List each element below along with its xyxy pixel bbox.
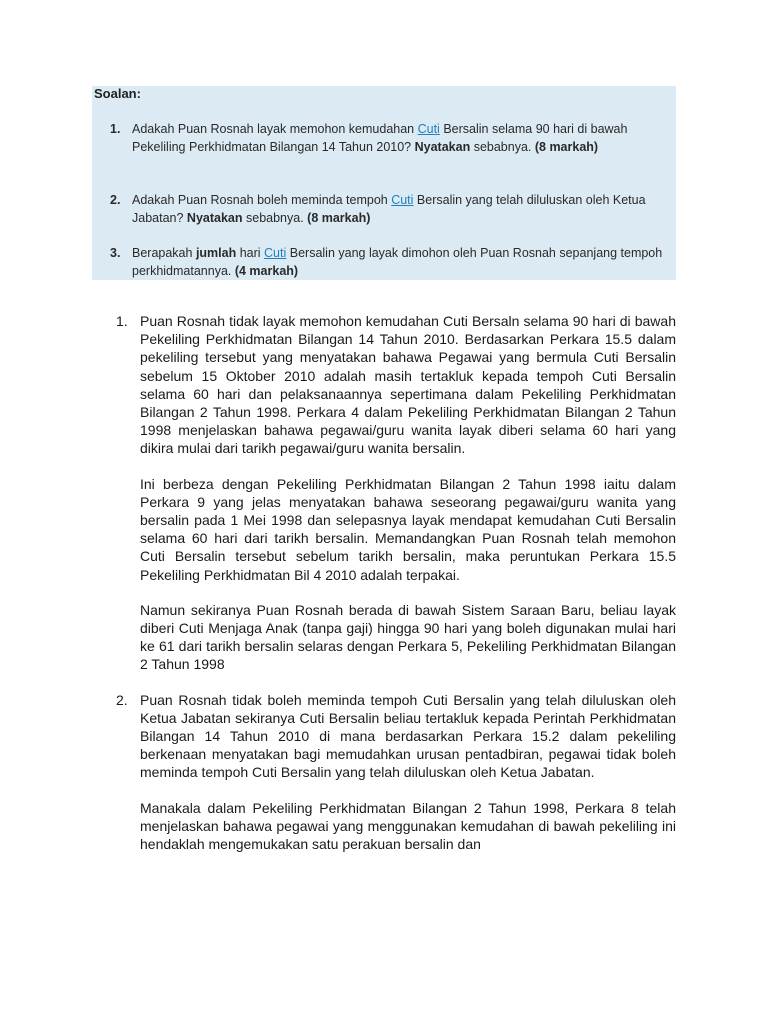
cuti-link[interactable]: Cuti bbox=[417, 122, 440, 136]
question-text: Adakah Puan Rosnah layak memohon kemudahan bbox=[132, 122, 418, 136]
answers bbox=[116, 312, 676, 853]
question-number: 3. bbox=[110, 246, 121, 260]
question-text: Bersalin yang layak dimohon oleh Puan Rosnah sepanjang tempoh perkhidmatannya. bbox=[132, 246, 663, 278]
answer-paragraph: Puan Rosnah tidak boleh meminda tempoh Cuti Bersalin yang telah diluluskan oleh Ketua Jabatan sekiranya Cuti Bersalin beliau tertakluk kepada Perintah Perkhidmatan Bilangan 14 Tahun 2010 di mana berdasarkan Perkara 15.2 dalam pekeliling berkenaan menyatakan bagi memudahkan urusan pentadbiran, pegawai tidak boleh meminda tempoh Cuti Bersalin yang telah diluluskan oleh Ketua Jabatan. bbox=[140, 691, 676, 781]
answer-paragraph: Manakala dalam Pekeliling Perkhidmatan Bilangan 2 Tahun 1998, Perkara 8 telah menjelaskan bahawa pegawai yang menggunakan kemudahan di bawah pekeliling ini hendaklah mengemukakan satu perakuan bersalin dan bbox=[140, 799, 676, 853]
answer-paragraph: Ini berbeza dengan Pekeliling Perkhidmatan Bilangan 2 Tahun 1998 iaitu dalam Perkara 9 yang jelas menyatakan bahawa seseorang pegawai/guru wanita yang bersalin pada 1 Mei 1998 dan selepasnya layak mendapat kemudahan Cuti Bersalin selama 60 hari dari tarikh bersalin. Memandangkan Puan Rosnah telah memohon Cuti Bersalin tersebut sebelum tarikh bersalin, maka peruntukan Perkara 15.5 Pekeliling Perkhidmatan Bil 4 2010 adalah terpakai. bbox=[140, 475, 676, 583]
question-marks: (8 markah) bbox=[307, 211, 371, 225]
answer-number: 1. bbox=[116, 313, 128, 329]
question-2 bbox=[110, 191, 672, 227]
answer-paragraph: Namun sekiranya Puan Rosnah berada di bawah Sistem Saraan Baru, beliau layak diberi Cuti Menjaga Anak (tanpa gaji) hingga 90 hari yang boleh digunakan mulai hari ke 61 dari tarikh bersalin selaras dengan Perkara 5, Pekeliling Perkhidmatan Bilangan 2 Tahun 1998 bbox=[140, 601, 676, 673]
question-text: Bersalin yang telah diluluskan oleh Ketua Jabatan? bbox=[132, 193, 646, 225]
answer-number: 2. bbox=[116, 691, 128, 708]
question-number: 1. bbox=[110, 122, 121, 136]
question-text: Adakah Puan Rosnah boleh meminda tempoh bbox=[132, 193, 392, 207]
answer-2 bbox=[116, 691, 676, 854]
question-1 bbox=[110, 120, 672, 156]
question-text: sebabnya. bbox=[470, 140, 535, 154]
question-text: Bersalin selama 90 hari di bawah Pekeliling Perkhidmatan Bilangan 14 Tahun 2010? bbox=[132, 122, 628, 154]
cuti-link[interactable]: Cuti bbox=[391, 193, 414, 207]
question-number: 2. bbox=[110, 193, 121, 207]
question-emphasis: Nyatakan bbox=[186, 211, 243, 225]
question-3 bbox=[110, 244, 672, 280]
questions-title: Soalan: bbox=[94, 86, 141, 101]
answer-paragraph: Puan Rosnah tidak layak memohon kemudahan Cuti Bersaln selama 90 hari di bawah Pekeliling Perkhidmatan Bilangan 14 Tahun 2010. Berdasarkan Perkara 15.5 dalam pekeliling tersebut yang menyatakan bahawa Pegawai yang bermula Cuti Bersalin sebelum 15 Oktober 2010 adalah masih tertakluk kepada tempoh Cuti Bersalin selama 60 hari dan pelaksanaannya sepertimana dalam Pekeliling Perkhidmatan Bilangan 2 Tahun 1998. Perkara 4 dalam Pekeliling Perkhidmatan Bilangan 2 Tahun 1998 menjelaskan bahawa pegawai/guru wanita layak diberi selama 60 hari yang dikira mulai dari tarikh pegawai/guru wanita bersalin. bbox=[140, 313, 676, 457]
cuti-link[interactable]: Cuti bbox=[264, 246, 287, 260]
question-emphasis: jumlah bbox=[195, 246, 237, 260]
questions-box bbox=[92, 86, 676, 280]
question-text: sebabnya. bbox=[242, 211, 308, 225]
question-text: hari bbox=[236, 246, 265, 260]
question-emphasis: Nyatakan bbox=[414, 140, 471, 154]
question-text: Berapakah bbox=[132, 246, 196, 260]
question-marks: (8 markah) bbox=[534, 140, 599, 154]
answer-1 bbox=[116, 312, 676, 674]
question-marks: (4 markah) bbox=[234, 264, 299, 278]
